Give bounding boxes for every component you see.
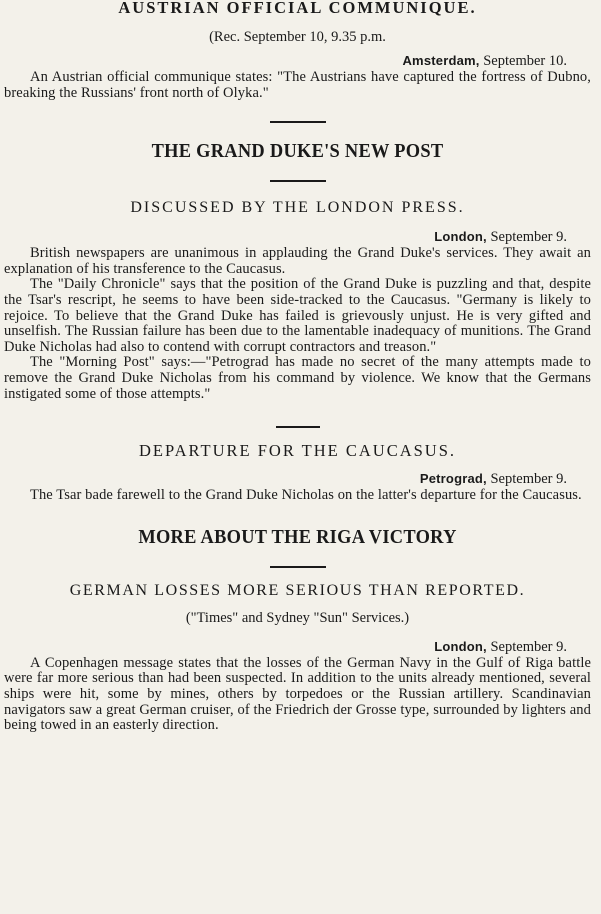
services-note: ("Times" and Sydney "Sun" Services.) — [185, 609, 410, 626]
separator-rule — [270, 121, 326, 123]
grand-duke-paragraph-3: The "Morning Post" says:—"Petrograd has made no secret of the many attempts made to remove the Grand Duke Nicholas from his command by violence. We know that the Germans instigated some of those attempts." — [4, 354, 591, 402]
austrian-communique-text: An Austrian official communique states: "The Austrians have captured the fortress of Dubno, breaking the Russians' front north of Olyka." — [4, 69, 591, 101]
dateline-london-2 — [4, 639, 591, 656]
dateline-date: September 9. — [490, 638, 567, 655]
grand-duke-paragraph-1: British newspapers are unanimous in applauding the Grand Duke's services. They await an explanation of his transference to the Caucasus. — [4, 245, 591, 277]
riga-victory-text: A Copenhagen message states that the losses of the German Navy in the Gulf of Riga battle were far more serious than had been suspected. In addition to the units already mentioned, several ships were hit, some by mines, others by torpedoes or the Russian artillery. Scandinavian navigators saw a great German cruiser, of the Friedrich der Grosse type, surrounded by lighters and being towed in an easterly direction. — [4, 654, 591, 734]
austrian-communique-heading: AUSTRIAN OFFICIAL COMMUNIQUE. — [118, 0, 477, 17]
departure-text: The Tsar bade farewell to the Grand Duke Nicholas on the latter's departure for the Caucasus. — [30, 487, 582, 504]
riga-victory-heading: MORE ABOUT THE RIGA VICTORY — [138, 525, 457, 548]
separator-rule — [270, 180, 326, 182]
german-losses-subheading: GERMAN LOSSES MORE SERIOUS THAN REPORTED. — [69, 581, 526, 599]
dateline-place: London, — [434, 229, 487, 245]
dateline-place: Amsterdam, — [402, 53, 480, 68]
dateline-petrograd — [4, 471, 591, 488]
departure-heading: DEPARTURE FOR THE CAUCASUS. — [138, 441, 457, 461]
dateline-place: Petrograd, — [419, 471, 487, 487]
separator-rule — [276, 426, 320, 428]
london-press-subheading: DISCUSSED BY THE LONDON PRESS. — [130, 199, 465, 217]
grand-duke-paragraph-2: The "Daily Chronicle" says that the position of the Grand Duke is puzzling and that, despite the Tsar's rescript, he seems to have been side-tracked to the Caucasus. "Germany is likely to rejoice. To believe that the Grand Duke has failed is grievously unjust. He is very gifted and unselfish. The Russian failure has been due to the lamentable inadequacy of munitions. The Grand Duke Nicholas had also to contend with corrupt contractors and treason." — [4, 276, 591, 355]
grand-duke-heading: THE GRAND DUKE'S NEW POST — [151, 140, 444, 163]
received-note: (Rec. September 10, 9.35 p.m. — [209, 29, 386, 45]
dateline-date: September 9. — [490, 229, 567, 246]
dateline-london — [4, 229, 591, 246]
dateline-amsterdam — [4, 53, 591, 70]
dateline-place: London, — [434, 638, 487, 654]
separator-rule — [270, 566, 326, 568]
dateline-date: September 9. — [490, 471, 567, 488]
dateline-date: September 10. — [483, 53, 567, 69]
